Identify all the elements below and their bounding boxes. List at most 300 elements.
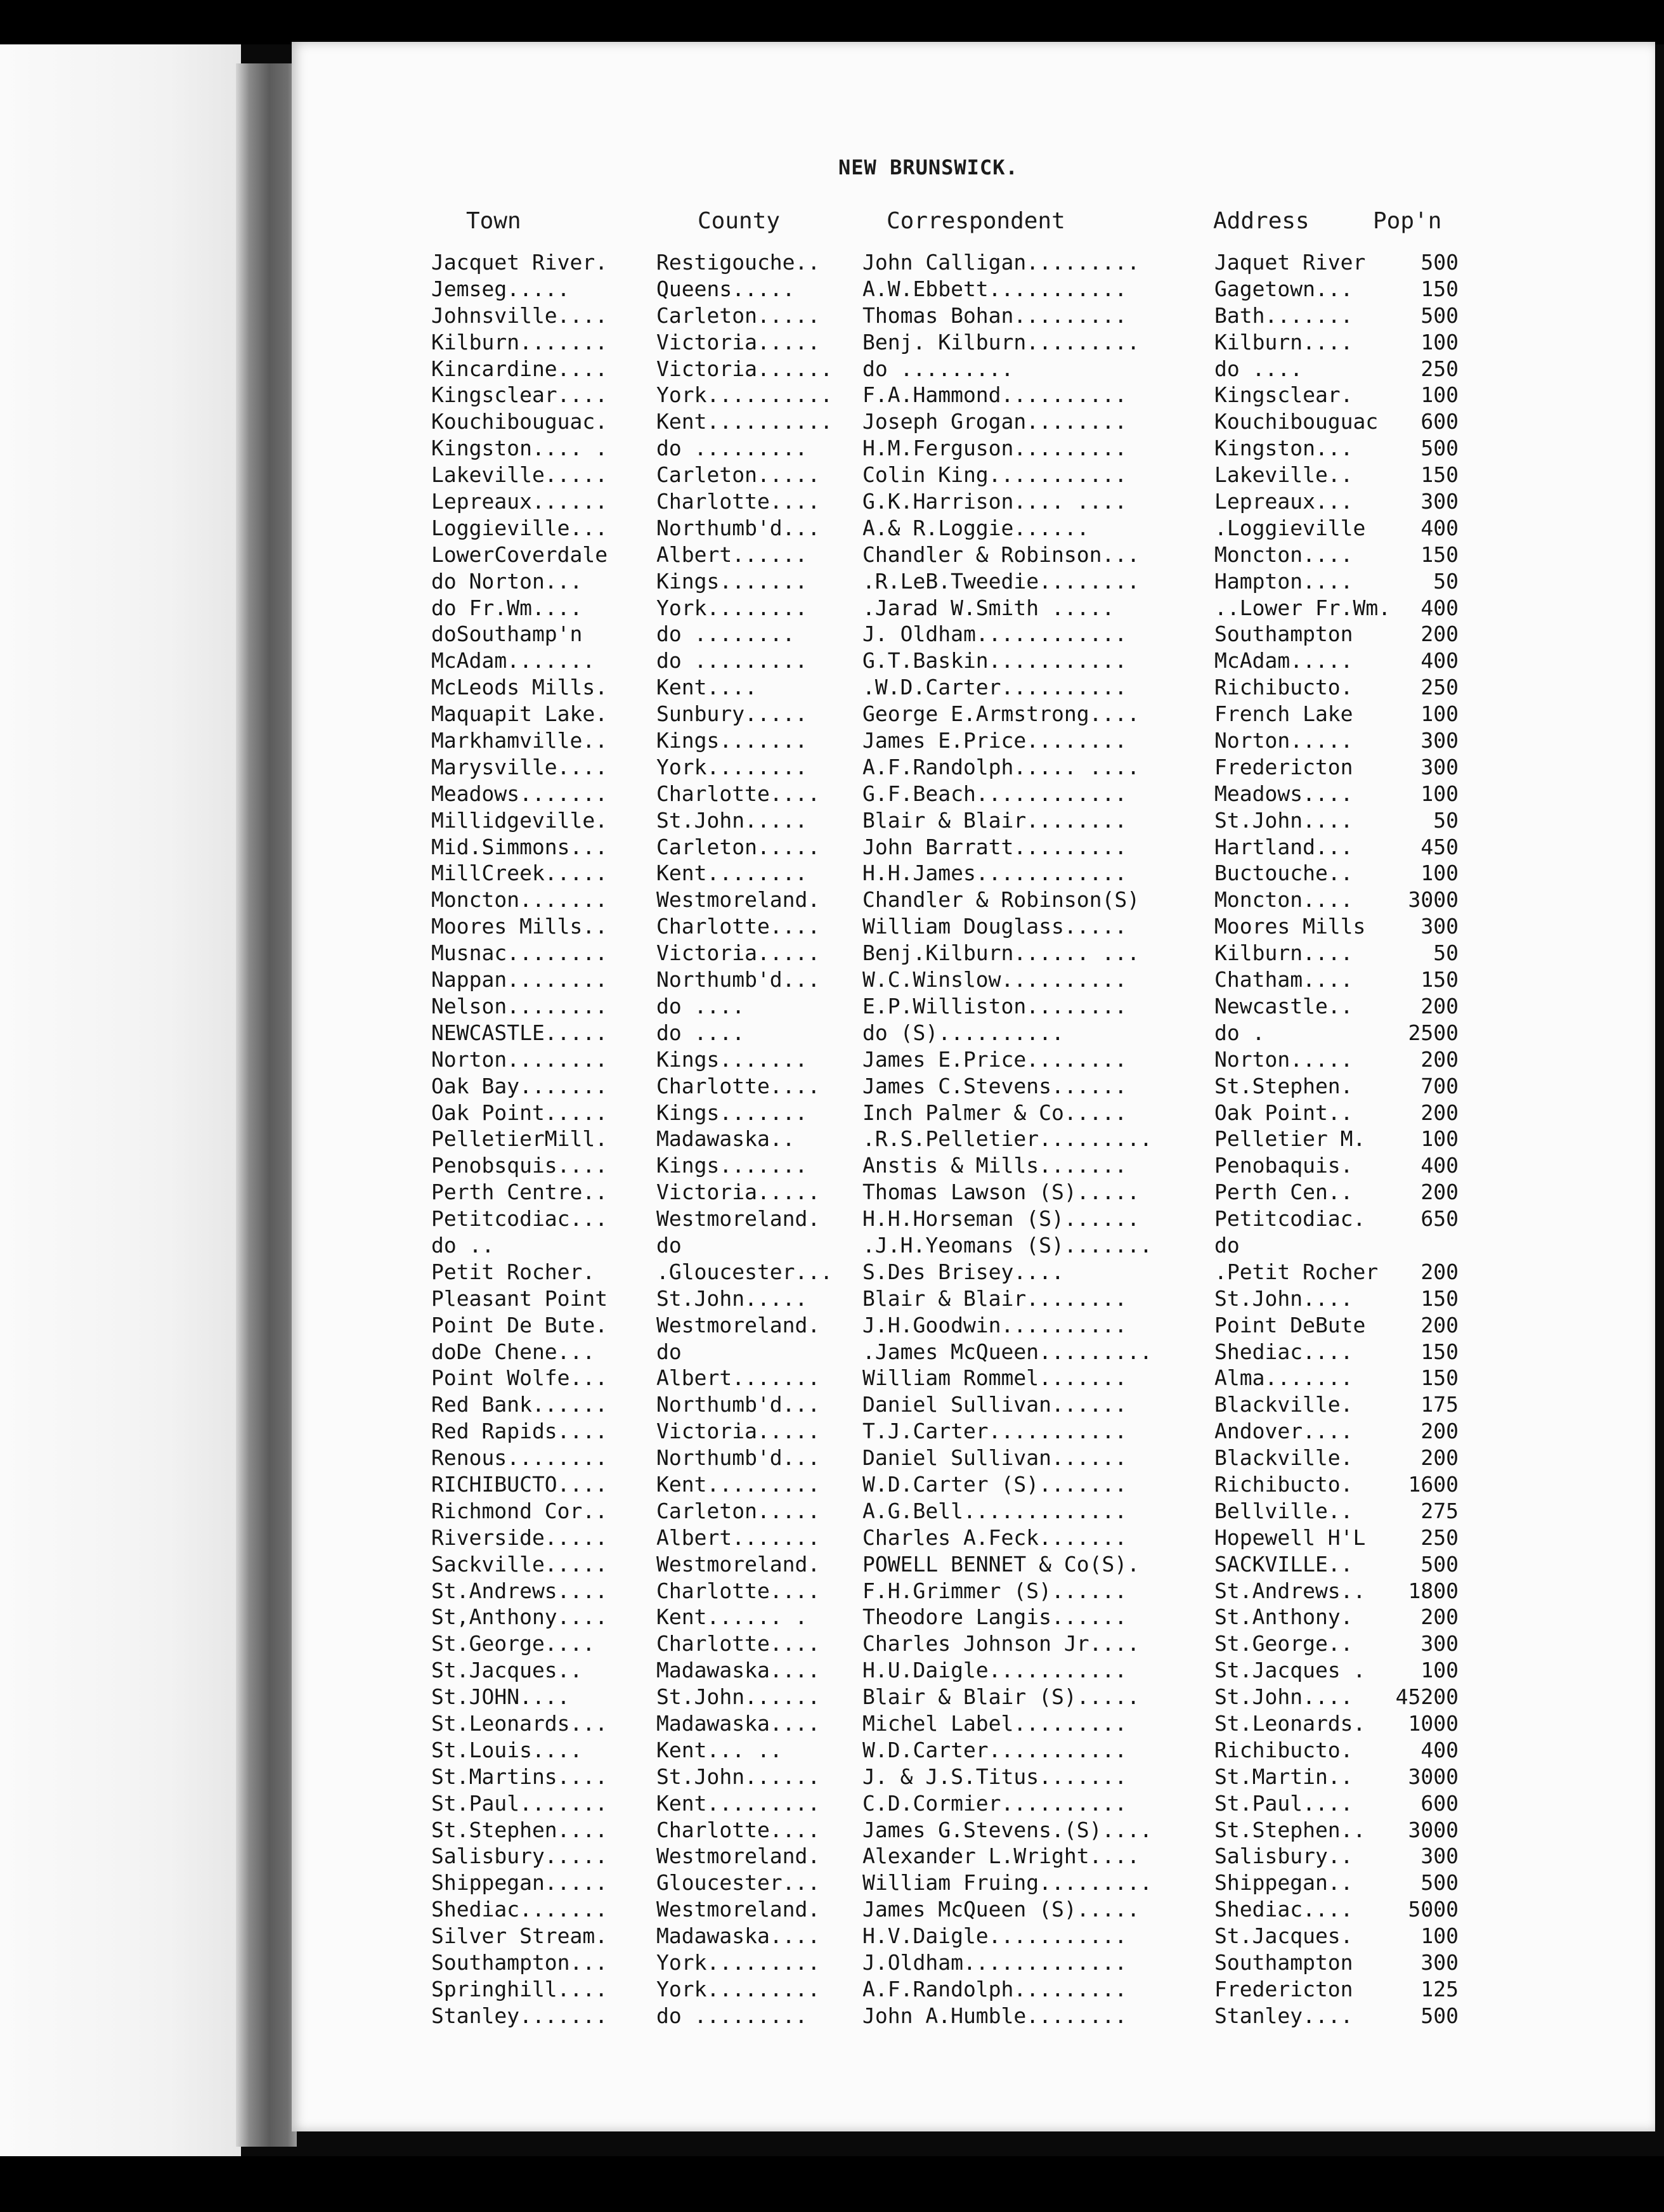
county-cell: St.John..... — [656, 1285, 808, 1311]
correspondent-cell: G.K.Harrison.... .... — [862, 489, 1128, 514]
population-cell: 2500 — [1408, 1020, 1459, 1045]
correspondent-cell: E.P.Williston........ — [862, 993, 1128, 1018]
county-cell: Gloucester... — [656, 1870, 821, 1896]
correspondent-cell: .W.D.Carter.......... — [862, 675, 1128, 700]
town-cell: Richmond Cor.. — [431, 1498, 608, 1523]
county-cell: do — [656, 1232, 682, 1258]
correspondent-cell: .J.H.Yeomans (S)....... — [862, 1232, 1152, 1258]
table-row — [431, 701, 1459, 728]
town-cell: doDe Chene... — [431, 1339, 595, 1364]
population-cell: 500 — [1420, 1551, 1459, 1577]
table-row — [431, 1658, 1459, 1684]
table-row — [431, 994, 1459, 1020]
correspondent-cell: Chandler & Robinson... — [862, 542, 1140, 567]
address-cell: Newcastle.. — [1214, 993, 1353, 1018]
county-cell: Northumb'd... — [656, 1392, 821, 1417]
town-cell: Nappan........ — [431, 967, 608, 992]
town-cell: Moncton....... — [431, 887, 608, 913]
town-cell: Johnsville.... — [431, 303, 608, 328]
county-cell: Charlotte.... — [656, 489, 821, 514]
table-row — [431, 621, 1459, 648]
county-cell: Victoria..... — [656, 329, 821, 355]
population-cell: 1000 — [1408, 1710, 1459, 1736]
county-cell: St.John..... — [656, 807, 808, 833]
county-cell: do .... — [656, 1020, 745, 1045]
county-cell: Madawaska.... — [656, 1658, 821, 1683]
correspondent-cell: W.D.Carter........... — [862, 1737, 1128, 1762]
population-cell: 1800 — [1408, 1578, 1459, 1603]
county-cell: Charlotte.... — [656, 1631, 821, 1656]
table-row — [431, 462, 1459, 489]
county-cell: Kent.......... — [656, 409, 833, 434]
town-cell: Markhamville.. — [431, 728, 608, 753]
county-cell: Kent...... . — [656, 1604, 808, 1630]
correspondent-cell: Daniel Sullivan...... — [862, 1445, 1128, 1471]
town-cell: Point De Bute. — [431, 1312, 608, 1337]
left-page — [0, 44, 241, 2166]
table-row — [431, 1233, 1459, 1259]
correspondent-cell: W.C.Winslow.......... — [862, 967, 1128, 992]
table-row — [431, 1153, 1459, 1180]
correspondent-cell: A.F.Randolph..... .... — [862, 754, 1140, 779]
population-cell: 3000 — [1408, 1817, 1459, 1842]
county-cell: Madawaska.... — [656, 1923, 821, 1949]
address-cell: St.Andrews.. — [1214, 1578, 1366, 1603]
correspondent-cell: George E.Armstrong.... — [862, 701, 1140, 727]
county-cell: Madawaska.... — [656, 1710, 821, 1736]
county-cell: Carleton..... — [656, 303, 821, 328]
table-row — [431, 303, 1459, 330]
town-cell: do Norton... — [431, 568, 583, 594]
address-cell: Richibucto. — [1214, 1471, 1353, 1497]
population-cell: 200 — [1420, 621, 1459, 647]
county-cell: Victoria..... — [656, 940, 821, 966]
county-cell: York........ — [656, 595, 808, 620]
correspondent-cell: Chandler & Robinson(S) — [862, 887, 1140, 913]
correspondent-cell: .James McQueen......... — [862, 1339, 1152, 1364]
address-cell: Moncton.... — [1214, 542, 1353, 567]
county-cell: York......... — [656, 1976, 821, 2001]
address-cell: Norton..... — [1214, 728, 1353, 753]
population-cell: 600 — [1420, 1790, 1459, 1816]
address-cell: Andover.... — [1214, 1419, 1353, 1444]
address-cell: St.Martin.. — [1214, 1764, 1353, 1789]
address-cell: St.Jacques . — [1214, 1658, 1366, 1683]
town-cell: Kouchibouguac. — [431, 409, 608, 434]
county-cell: York........ — [656, 754, 808, 779]
address-cell: Salisbury.. — [1214, 1844, 1353, 1869]
correspondent-cell: Blair & Blair........ — [862, 807, 1128, 833]
address-cell: Fredericton — [1214, 1976, 1353, 2001]
town-cell: Marysville.... — [431, 754, 608, 779]
county-cell: Westmoreland. — [656, 887, 821, 913]
correspondent-cell: Benj. Kilburn......... — [862, 329, 1140, 355]
county-cell: Kings....... — [656, 1046, 808, 1072]
town-cell: Nelson........ — [431, 993, 608, 1018]
town-cell: do .. — [431, 1232, 495, 1258]
correspondent-cell: Anstis & Mills....... — [862, 1153, 1128, 1178]
county-cell: Carleton..... — [656, 1498, 821, 1523]
county-cell: Kent......... — [656, 1790, 821, 1816]
population-cell: 400 — [1420, 1737, 1459, 1762]
county-cell: Kings....... — [656, 728, 808, 753]
scan-top-border — [0, 0, 1664, 44]
population-cell: 400 — [1420, 1153, 1459, 1178]
scan-bottom-border — [0, 2156, 1664, 2212]
county-cell: York.......... — [656, 382, 833, 408]
correspondent-cell: Alexander L.Wright.... — [862, 1844, 1140, 1869]
population-cell: 175 — [1420, 1392, 1459, 1417]
population-cell: 300 — [1420, 754, 1459, 779]
correspondent-cell: Colin King........... — [862, 462, 1128, 488]
county-cell: Northumb'd... — [656, 967, 821, 992]
town-cell: doSouthamp'n — [431, 621, 583, 647]
county-cell: Westmoreland. — [656, 1844, 821, 1869]
county-cell: Victoria...... — [656, 356, 833, 381]
address-cell: do .... — [1214, 356, 1303, 381]
population-cell: 300 — [1420, 914, 1459, 939]
table-row — [431, 436, 1459, 462]
town-cell: Oak Bay....... — [431, 1073, 608, 1098]
county-cell: Charlotte.... — [656, 1073, 821, 1098]
county-cell: Charlotte.... — [656, 1817, 821, 1842]
address-cell: .Petit Rocher — [1214, 1259, 1379, 1284]
table-row — [431, 250, 1459, 276]
table-row — [431, 1764, 1459, 1791]
county-cell: Charlotte.... — [656, 781, 821, 806]
population-cell: 200 — [1420, 1419, 1459, 1444]
county-cell: Northumb'd... — [656, 515, 821, 540]
population-cell: 100 — [1420, 382, 1459, 408]
table-row — [431, 1047, 1459, 1074]
county-cell: St.John...... — [656, 1684, 821, 1710]
address-cell: ..Lower Fr.Wm. — [1214, 595, 1391, 620]
correspondent-cell: Blair & Blair........ — [862, 1285, 1128, 1311]
population-cell: 50 — [1433, 568, 1459, 594]
table-row — [431, 781, 1459, 808]
town-cell: Kingsclear.... — [431, 382, 608, 408]
town-cell: St.Leonards... — [431, 1710, 608, 1736]
address-cell: Richibucto. — [1214, 675, 1353, 700]
town-cell: Lepreaux...... — [431, 489, 608, 514]
population-cell: 100 — [1420, 781, 1459, 806]
table-row — [431, 1738, 1459, 1764]
table-row — [431, 1020, 1459, 1047]
population-cell: 45200 — [1395, 1684, 1459, 1710]
address-cell: Alma....... — [1214, 1365, 1353, 1391]
county-cell: Carleton..... — [656, 462, 821, 488]
population-cell: 500 — [1420, 303, 1459, 328]
town-cell: Perth Centre.. — [431, 1180, 608, 1205]
address-cell: Kilburn.... — [1214, 329, 1353, 355]
population-cell: 300 — [1420, 1950, 1459, 1975]
population-cell: 50 — [1433, 940, 1459, 966]
town-cell: Oak Point..... — [431, 1100, 608, 1125]
table-row — [431, 1206, 1459, 1233]
population-cell: 250 — [1420, 356, 1459, 381]
table-row — [431, 1419, 1459, 1445]
county-cell: Kings....... — [656, 568, 808, 594]
address-cell: McAdam..... — [1214, 648, 1353, 673]
correspondent-cell: A.& R.Loggie...... — [862, 515, 1089, 540]
correspondent-cell: H.V.Daigle........... — [862, 1923, 1128, 1949]
county-cell: Kent... .. — [656, 1737, 783, 1762]
town-cell: St.Jacques.. — [431, 1658, 583, 1683]
address-cell: St.John.... — [1214, 807, 1353, 833]
population-cell: 400 — [1420, 515, 1459, 540]
correspondent-cell: Blair & Blair (S)..... — [862, 1684, 1140, 1710]
table-row — [431, 1818, 1459, 1844]
address-cell: French Lake — [1214, 701, 1353, 727]
county-cell: Queens..... — [656, 276, 795, 301]
town-cell: Salisbury..... — [431, 1844, 608, 1869]
correspondent-cell: G.F.Beach............ — [862, 781, 1128, 806]
correspondent-cell: G.T.Baskin........... — [862, 648, 1128, 673]
table-row — [431, 1977, 1459, 2003]
book-spine — [236, 63, 297, 2147]
population-cell: 250 — [1420, 675, 1459, 700]
correspondent-cell: Charles A.Feck....... — [862, 1525, 1128, 1550]
town-cell: St.Andrews.... — [431, 1578, 608, 1603]
table-row — [431, 1791, 1459, 1818]
table-row — [431, 755, 1459, 781]
address-cell: Lepreaux... — [1214, 489, 1353, 514]
county-cell: Kent......... — [656, 1471, 821, 1497]
population-cell: 150 — [1420, 1285, 1459, 1311]
table-row — [431, 595, 1459, 622]
address-cell: Fredericton — [1214, 754, 1353, 779]
correspondent-cell: J. Oldham............ — [862, 621, 1128, 647]
address-cell: Petitcodiac. — [1214, 1206, 1366, 1232]
correspondent-cell: Theodore Langis...... — [862, 1604, 1128, 1630]
correspondent-cell: POWELL BENNET & Co(S). — [862, 1551, 1140, 1577]
table-row — [431, 1578, 1459, 1605]
county-cell: Kent.... — [656, 675, 757, 700]
town-cell: St,Anthony.... — [431, 1604, 608, 1630]
address-cell: Kilburn.... — [1214, 940, 1353, 966]
population-cell: 200 — [1420, 1604, 1459, 1630]
table-row — [431, 569, 1459, 595]
county-cell: Charlotte.... — [656, 1578, 821, 1603]
address-cell: St.Stephen.. — [1214, 1817, 1366, 1842]
address-cell: Gagetown... — [1214, 276, 1353, 301]
town-cell: Millidgeville. — [431, 807, 608, 833]
correspondent-cell: Thomas Bohan......... — [862, 303, 1128, 328]
county-cell: do .... — [656, 993, 745, 1018]
town-cell: Shediac....... — [431, 1897, 608, 1922]
correspondent-cell: John Calligan......... — [862, 250, 1140, 275]
town-cell: Kingston.... . — [431, 436, 608, 461]
correspondent-cell: Benj.Kilburn...... ... — [862, 940, 1140, 966]
county-cell: Charlotte.... — [656, 914, 821, 939]
correspondent-cell: James E.Price........ — [862, 1046, 1128, 1072]
town-cell: Moores Mills.. — [431, 914, 608, 939]
county-cell: St.John...... — [656, 1764, 821, 1789]
correspondent-cell: J.Oldham............. — [862, 1950, 1128, 1975]
address-cell: Hartland... — [1214, 834, 1353, 859]
population-cell: 1600 — [1408, 1471, 1459, 1497]
correspondent-cell: Daniel Sullivan...... — [862, 1392, 1128, 1417]
table-row — [431, 489, 1459, 516]
address-cell: Pelletier M. — [1214, 1126, 1366, 1152]
table-row — [431, 835, 1459, 861]
address-cell: Blackville. — [1214, 1445, 1353, 1471]
correspondent-cell: F.H.Grimmer (S)...... — [862, 1578, 1128, 1603]
county-cell: Restigouche.. — [656, 250, 821, 275]
population-cell: 150 — [1420, 1365, 1459, 1391]
table-row — [431, 1631, 1459, 1658]
table-row — [431, 1365, 1459, 1392]
table-row — [431, 675, 1459, 701]
town-cell: Shippegan..... — [431, 1870, 608, 1896]
address-cell: Hampton.... — [1214, 568, 1353, 594]
address-cell: SACKVILLE.. — [1214, 1551, 1353, 1577]
town-cell: Jacquet River. — [431, 250, 608, 275]
town-cell: Maquapit Lake. — [431, 701, 608, 727]
table-row — [431, 1552, 1459, 1578]
population-cell: 200 — [1420, 1180, 1459, 1205]
county-cell: .Gloucester... — [656, 1259, 833, 1284]
table-row — [431, 808, 1459, 835]
population-cell: 150 — [1420, 967, 1459, 992]
town-cell: St.George.... — [431, 1631, 595, 1656]
address-cell: Moores Mills — [1214, 914, 1366, 939]
county-cell: Westmoreland. — [656, 1206, 821, 1232]
address-cell: Southampton — [1214, 1950, 1353, 1975]
correspondent-cell: do (S).......... — [862, 1020, 1064, 1045]
county-cell: Albert....... — [656, 1525, 821, 1550]
population-cell: 5000 — [1408, 1897, 1459, 1922]
correspondent-cell: William Fruing......... — [862, 1870, 1152, 1896]
population-cell: 200 — [1420, 1100, 1459, 1125]
address-cell: Hopewell H'L — [1214, 1525, 1366, 1550]
population-cell: 100 — [1420, 1126, 1459, 1152]
correspondent-cell: F.A.Hammond.......... — [862, 382, 1128, 408]
table-row — [431, 1950, 1459, 1977]
address-cell: St.George.. — [1214, 1631, 1353, 1656]
table-row — [431, 1286, 1459, 1313]
correspondent-cell: .R.LeB.Tweedie........ — [862, 568, 1140, 594]
county-cell: Sunbury..... — [656, 701, 808, 727]
county-cell: Northumb'd... — [656, 1445, 821, 1471]
correspondent-cell: W.D.Carter (S)....... — [862, 1471, 1128, 1497]
population-cell: 250 — [1420, 1525, 1459, 1550]
address-cell: Lakeville.. — [1214, 462, 1353, 488]
county-cell: do — [656, 1339, 682, 1364]
town-cell: Norton........ — [431, 1046, 608, 1072]
column-header-town: Town — [466, 208, 521, 234]
table-row — [431, 1525, 1459, 1552]
population-cell: 50 — [1433, 807, 1459, 833]
population-cell: 500 — [1420, 1870, 1459, 1896]
town-cell: Point Wolfe... — [431, 1365, 608, 1391]
correspondent-cell: James McQueen (S)..... — [862, 1897, 1140, 1922]
county-cell: Albert...... — [656, 542, 808, 567]
population-cell: 150 — [1420, 276, 1459, 301]
page-title: NEW BRUNSWICK. — [838, 155, 1018, 179]
address-cell: Kouchibouguac — [1214, 409, 1379, 434]
correspondent-cell: James E.Price........ — [862, 728, 1128, 753]
address-cell: St.Jacques. — [1214, 1923, 1353, 1949]
town-cell: RICHIBUCTO.... — [431, 1471, 608, 1497]
directory-table — [431, 250, 1459, 2030]
town-cell: McAdam....... — [431, 648, 595, 673]
population-cell: 300 — [1420, 728, 1459, 753]
address-cell: Bath....... — [1214, 303, 1353, 328]
correspondent-cell: Joseph Grogan........ — [862, 409, 1128, 434]
county-cell: Westmoreland. — [656, 1897, 821, 1922]
table-row — [431, 1100, 1459, 1127]
table-row — [431, 1339, 1459, 1366]
correspondent-cell: James C.Stevens...... — [862, 1073, 1128, 1098]
county-cell: Albert....... — [656, 1365, 821, 1391]
correspondent-cell: A.G.Bell............. — [862, 1498, 1128, 1523]
correspondent-cell: Michel Label......... — [862, 1710, 1128, 1736]
column-header-address: Address — [1213, 208, 1310, 234]
county-cell: Carleton..... — [656, 834, 821, 859]
town-cell: St.Louis.... — [431, 1737, 583, 1762]
county-cell: Victoria..... — [656, 1180, 821, 1205]
correspondent-cell: T.J.Carter........... — [862, 1419, 1128, 1444]
table-row — [431, 1472, 1459, 1499]
population-cell: 125 — [1420, 1976, 1459, 2001]
population-cell: 200 — [1420, 1312, 1459, 1337]
population-cell: 300 — [1420, 489, 1459, 514]
correspondent-cell: William Rommel....... — [862, 1365, 1128, 1391]
table-row — [431, 1445, 1459, 1472]
correspondent-cell: H.M.Ferguson......... — [862, 436, 1128, 461]
town-cell: Musnac........ — [431, 940, 608, 966]
population-cell: 500 — [1420, 2003, 1459, 2028]
population-cell: 100 — [1420, 1923, 1459, 1949]
town-cell: Pleasant Point — [431, 1285, 608, 1311]
population-cell: 200 — [1420, 1046, 1459, 1072]
town-cell: Southampton... — [431, 1950, 608, 1975]
county-cell: Victoria..... — [656, 1419, 821, 1444]
address-cell: Oak Point.. — [1214, 1100, 1353, 1125]
table-row — [431, 1844, 1459, 1870]
population-cell: 300 — [1420, 1631, 1459, 1656]
correspondent-cell: C.D.Cormier.......... — [862, 1790, 1128, 1816]
correspondent-cell: James G.Stevens.(S).... — [862, 1817, 1152, 1842]
county-cell: York......... — [656, 1950, 821, 1975]
county-cell: Kings....... — [656, 1153, 808, 1178]
correspondent-cell: Thomas Lawson (S)..... — [862, 1180, 1140, 1205]
population-cell: 200 — [1420, 1259, 1459, 1284]
address-cell: .Loggieville — [1214, 515, 1366, 540]
table-row — [431, 1711, 1459, 1738]
population-cell: 100 — [1420, 861, 1459, 886]
address-cell: Jaquet River — [1214, 250, 1366, 275]
address-cell: Moncton.... — [1214, 887, 1353, 913]
town-cell: St.JOHN.... — [431, 1684, 570, 1710]
town-cell: Mid.Simmons... — [431, 834, 608, 859]
county-cell: do ......... — [656, 648, 808, 673]
correspondent-cell: H.H.Horseman (S)...... — [862, 1206, 1140, 1232]
table-row — [431, 1499, 1459, 1525]
address-cell: St.Leonards. — [1214, 1710, 1366, 1736]
correspondent-cell: H.H.James............ — [862, 861, 1128, 886]
table-row — [431, 914, 1459, 940]
county-cell: do ......... — [656, 2003, 808, 2028]
address-cell: Chatham.... — [1214, 967, 1353, 992]
correspondent-cell: Charles Johnson Jr.... — [862, 1631, 1140, 1656]
population-cell: 100 — [1420, 701, 1459, 727]
correspondent-cell: John A.Humble........ — [862, 2003, 1128, 2028]
town-cell: MillCreek..... — [431, 861, 608, 886]
address-cell: Penobaquis. — [1214, 1153, 1353, 1178]
table-row — [431, 356, 1459, 383]
